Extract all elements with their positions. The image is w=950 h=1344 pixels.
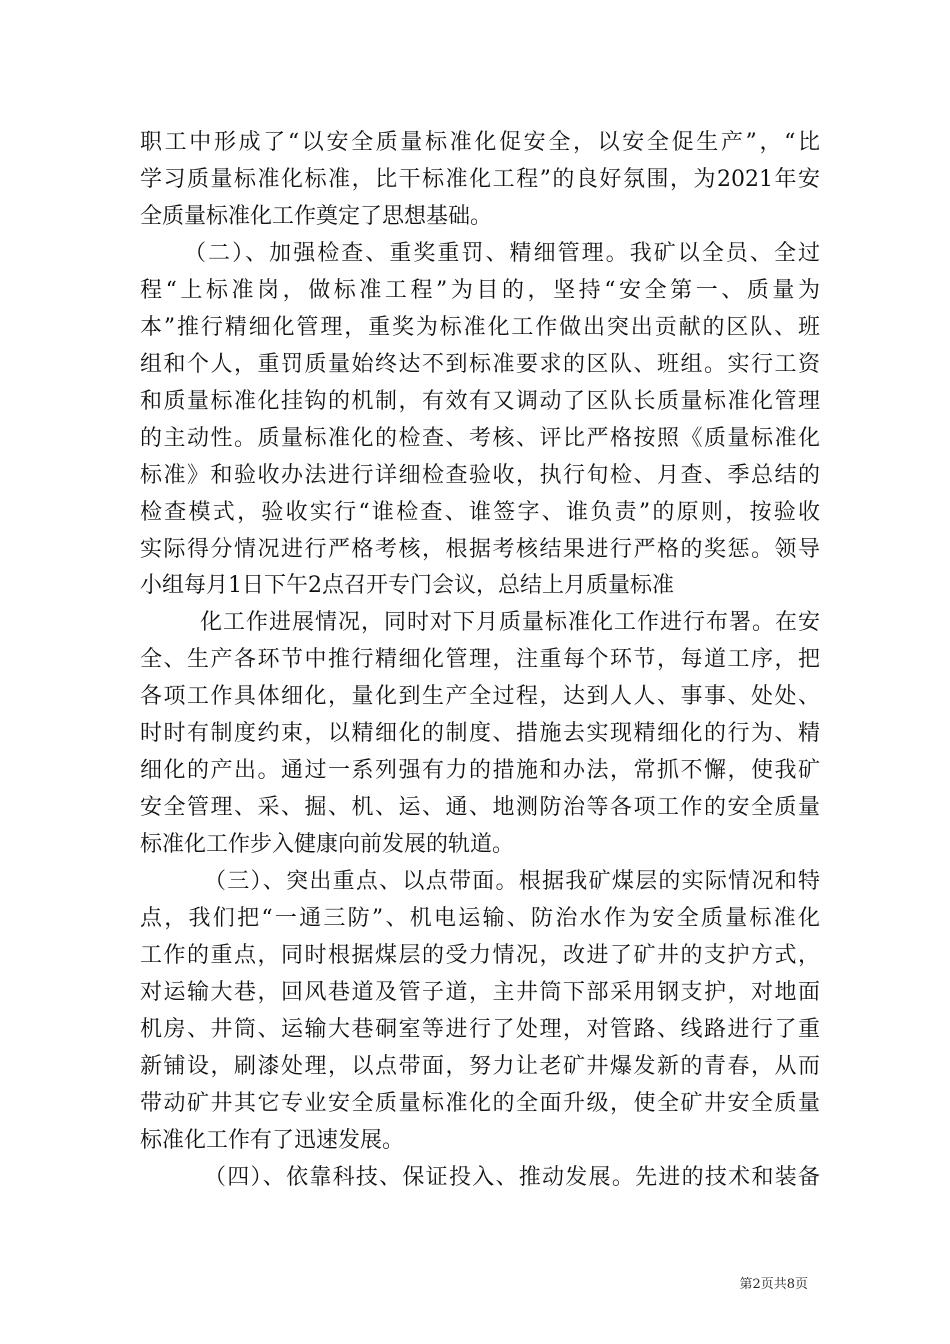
text-line: （四）、依靠科技、保证投入、推动发展。先进的技术和装备 — [204, 1164, 820, 1190]
text-line: 对运输大巷，回风巷道及管子道，主井筒下部采用钢支护，对地面 — [140, 979, 820, 1005]
text-line: 工作的重点，同时根据煤层的受力情况，改进了矿井的支护方式， — [140, 942, 820, 968]
text-line: 本”推行精细化管理，重奖为标准化工作做出突出贡献的区队、班 — [140, 314, 820, 340]
text-line: 组和个人，重罚质量始终达不到标准要求的区队、班组。实行工资 — [140, 351, 820, 377]
text-line: 程“上标准岗，做标准工程”为目的，坚持“安全第一、质量为 — [140, 277, 820, 303]
text-line: 安全管理、采、掘、机、运、通、地测防治等各项工作的安全质量 — [140, 795, 820, 821]
text-line: （二）、加强检查、重奖重罚、精细管理。我矿以全员、全过 — [184, 240, 820, 266]
text-line: 各项工作具体细化，量化到生产全过程，达到人人、事事、处处、 — [140, 684, 820, 710]
text-line: 点，我们把“一通三防”、机电运输、防治水作为安全质量标准化 — [140, 906, 820, 931]
text-line: 职工中形成了“以安全质量标准化促安全，以安全促生产”，“比 — [140, 130, 820, 155]
text-line: 时时有制度约束，以精细化的制度、措施去实现精细化的行为、精 — [140, 721, 820, 747]
text-line: 和质量标准化挂钩的机制，有效有又调动了区队长质量标准化管理 — [140, 388, 820, 414]
page-number: 第2页共8页 — [739, 1277, 808, 1292]
text-line: 标准化工作步入健康向前发展的轨道。 — [140, 832, 515, 858]
text-line: 新铺设，刷漆处理，以点带面，努力让老矿井爆发新的青春，从而 — [140, 1053, 820, 1079]
text-line: 的主动性。质量标准化的检查、考核、评比严格按照《质量标准化 — [140, 425, 820, 451]
text-line: 全、生产各环节中推行精细化管理，注重每个环节，每道工序，把 — [140, 647, 820, 673]
text-line: 标准化工作有了迅速发展。 — [140, 1127, 405, 1153]
text-line: 标准》和验收办法进行详细检查验收，执行旬检、月查、季总结的 — [140, 462, 820, 488]
text-line: 实际得分情况进行严格考核，根据考核结果进行严格的奖惩。领导 — [140, 536, 820, 562]
text-line: 全质量标准化工作奠定了思想基础。 — [140, 203, 493, 229]
text-line: 机房、井筒、运输大巷硐室等进行了处理，对管路、线路进行了重 — [140, 1016, 820, 1042]
text-line: 学习质量标准化标准，比干标准化工程”的良好氛围，为2021年安 — [140, 166, 820, 192]
text-line: 细化的产出。通过一系列强有力的措施和办法，常抓不懈，使我矿 — [140, 758, 820, 784]
text-line: 小组每月1日下午2点召开专门会议，总结上月质量标准 — [140, 573, 674, 599]
text-line: 带动矿井其它专业安全质量标准化的全面升级，使全矿井安全质量 — [140, 1090, 820, 1116]
text-line: （三）、突出重点、以点带面。根据我矿煤层的实际情况和特 — [204, 869, 820, 894]
text-line: 化工作进展情况，同时对下月质量标准化工作进行布署。在安 — [200, 610, 820, 636]
text-line: 检查模式，验收实行“谁检查、谁签字、谁负责”的原则，按验收 — [140, 499, 820, 525]
